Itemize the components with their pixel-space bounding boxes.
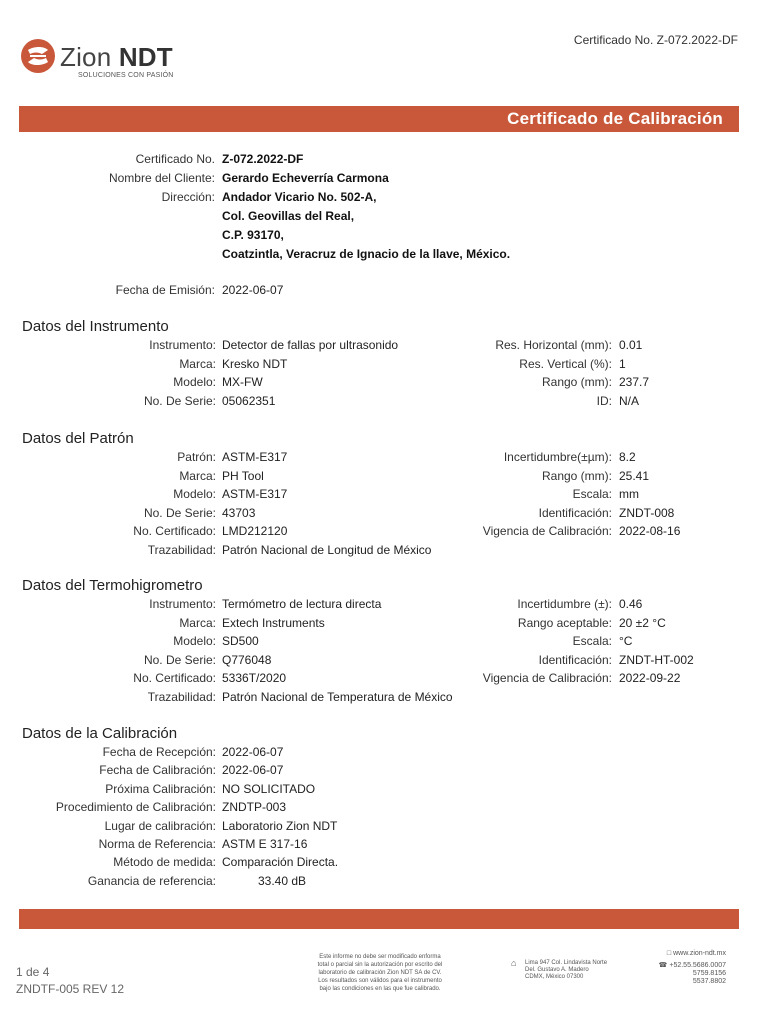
field-value: 43703 [222, 505, 256, 520]
field-value: Patrón Nacional de Temperatura de México [222, 690, 453, 704]
field-value: mm [619, 487, 639, 502]
field-label: Res. Horizontal (mm): [495, 338, 612, 352]
field-value: Gerardo Echeverría Carmona [222, 171, 389, 185]
field-label: Lugar de calibración: [104, 818, 216, 833]
field-label: Dirección: [161, 190, 215, 204]
field-label: ID: [596, 393, 612, 408]
field-label: Vigencia de Calibración: [482, 524, 612, 539]
address-line: Col. Geovillas del Real, [222, 209, 355, 223]
field-value: 237.7 [619, 375, 650, 390]
field-value: SD500 [222, 634, 259, 649]
field-value: 2022-06-07 [222, 745, 284, 759]
field-label: Método de medida: [113, 855, 216, 870]
field-value: 5336T/2020 [222, 671, 287, 686]
field-value: ZNDT-HT-002 [619, 652, 694, 667]
field-label: Norma de Referencia: [98, 837, 216, 851]
field-label: Trazabilidad: [147, 690, 216, 704]
field-label: Marca: [179, 615, 216, 630]
address-line: Andador Vicario No. 502-A, [222, 190, 377, 204]
section-title-instrument: Datos del Instrumento [22, 318, 169, 335]
legal-note: Este informe no debe ser modificado enforma total o parcial sin la autorización por escrito del laboratorio de calibración Zion NDT SA de CV. Los resultados son válidos para el instrumento bajo las condiciones en las que fue calibrado. [317, 954, 443, 992]
field-label: Procedimiento de Calibración: [55, 800, 216, 815]
field-label: Instrumento: [149, 597, 216, 611]
field-label: No. Certificado: [133, 524, 216, 539]
field-value: Z-072.2022-DF [222, 152, 304, 166]
field-label: Fecha de Calibración: [99, 763, 216, 778]
field-label: Marca: [179, 468, 216, 483]
field-label: Fecha de Emisión: [115, 283, 215, 297]
contact-info: □ www.zion-ndt.mx ☎ +52.55.5686.0007 5759.8156 5537.8802 [658, 950, 726, 985]
home-icon: ⌂ [511, 958, 517, 968]
field-label: Identificación: [538, 652, 612, 667]
logo-name: Zion [60, 42, 112, 72]
address-line: Coatzintla, Veracruz de Ignacio de la llave, México. [222, 247, 511, 261]
field-label: Escala: [572, 487, 612, 502]
field-label: Próxima Calibración: [105, 781, 216, 796]
field-value: 0.46 [619, 597, 643, 611]
field-value: ASTM E 317-16 [222, 837, 308, 851]
field-value: 20 ±2 °C [619, 615, 666, 630]
field-label: Rango (mm): [541, 375, 612, 390]
field-label: Certificado No. [135, 152, 215, 166]
field-label: Incertidumbre (±): [517, 597, 612, 611]
field-value: 2022-09-22 [619, 671, 681, 686]
field-value: Comparación Directa. [222, 855, 339, 870]
zion-logo-icon [20, 38, 56, 74]
certificate-reference: Certificado No. Z-072.2022-DF [573, 33, 738, 47]
field-value: 2022-08-16 [619, 524, 681, 539]
field-label: Incertidumbre(±µm): [503, 450, 612, 464]
document-title: Certificado de Calibración [507, 109, 723, 128]
field-value: NO SOLICITADO [222, 781, 316, 796]
field-value: 2022-06-07 [222, 763, 284, 778]
field-label: Modelo: [173, 634, 216, 649]
field-value: ZNDTP-003 [222, 800, 287, 815]
field-value: LMD212120 [222, 524, 288, 539]
field-value: 8.2 [619, 450, 636, 464]
field-label: Escala: [572, 634, 612, 649]
field-value: Detector de fallas por ultrasonido [222, 338, 399, 352]
form-code: ZNDTF-005 REV 12 [16, 982, 125, 996]
field-value: Extech Instruments [222, 615, 325, 630]
address-line: C.P. 93170, [222, 228, 284, 242]
field-label: Rango (mm): [541, 468, 612, 483]
field-value: 33.40 dB [258, 873, 307, 888]
field-value: 05062351 [222, 393, 276, 408]
field-value: N/A [619, 393, 640, 408]
field-value: 2022-06-07 [222, 283, 284, 297]
web-icon: □ [666, 950, 672, 957]
field-value: Q776048 [222, 652, 272, 667]
company-logo [20, 38, 190, 84]
section-title-thermohygrometer: Datos del Termohigrometro [22, 577, 203, 594]
field-label: No. Certificado: [133, 671, 216, 686]
field-label: No. De Serie: [143, 505, 216, 520]
field-value: PH Tool [222, 468, 264, 483]
field-label: Modelo: [173, 375, 216, 390]
field-label: No. De Serie: [143, 652, 216, 667]
footer-band [19, 909, 739, 929]
field-value: ZNDT-008 [619, 505, 675, 520]
field-label: Res. Vertical (%): [519, 356, 612, 371]
field-value: Patrón Nacional de Longitud de México [222, 543, 432, 557]
section-title-calibration: Datos de la Calibración [22, 725, 178, 742]
field-label: Modelo: [173, 487, 216, 502]
field-value: °C [619, 634, 633, 649]
field-value: ASTM-E317 [222, 450, 288, 464]
section-title-standard: Datos del Patrón [22, 430, 134, 447]
phone-icon: ☎ [658, 962, 668, 969]
website-link[interactable]: www.zion-ndt.mx [673, 950, 726, 957]
field-value: Laboratorio Zion NDT [222, 818, 338, 833]
field-label: Instrumento: [149, 338, 216, 352]
office-address: ⌂ Lima 947 Col. Lindavista Norte Del. Gustavo A. Madero CDMX, México 07300 [511, 958, 608, 980]
title-band [19, 106, 739, 132]
field-value: 25.41 [619, 468, 650, 483]
field-label: Identificación: [538, 505, 612, 520]
field-value: 1 [619, 356, 626, 371]
logo-wordmark [60, 42, 173, 73]
field-label: Marca: [179, 356, 216, 371]
field-value: Kresko NDT [222, 356, 288, 371]
field-value: ASTM-E317 [222, 487, 288, 502]
field-label: Rango aceptable: [517, 615, 612, 630]
field-label: Patrón: [177, 450, 216, 464]
page-number: 1 de 4 [16, 965, 50, 979]
field-value: Termómetro de lectura directa [222, 597, 382, 611]
field-label: Vigencia de Calibración: [482, 671, 612, 686]
field-label: Ganancia de referencia: [87, 873, 216, 888]
field-label: Trazabilidad: [147, 543, 216, 557]
logo-tagline: SOLUCIONES CON PASIÓN [78, 72, 174, 79]
field-label: Fecha de Recepción: [102, 745, 216, 759]
field-value: MX-FW [222, 375, 263, 390]
field-label: No. De Serie: [143, 393, 216, 408]
logo-name-bold: NDT [118, 42, 173, 72]
field-value: 0.01 [619, 338, 643, 352]
field-label: Nombre del Cliente: [108, 171, 215, 185]
